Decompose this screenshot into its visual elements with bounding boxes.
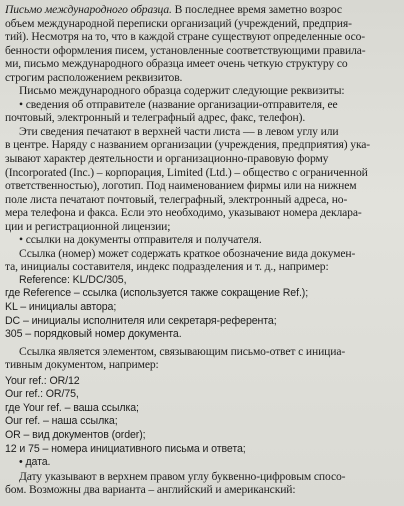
text-line: бом. Возможны два варианта – английский и американский: <box>5 483 296 497</box>
section-heading: Письмо международного образца. <box>5 3 172 16</box>
text-span: В последнее время заметно возрос <box>171 3 342 16</box>
text-line: Ссылка (номер) может содержать краткое обозначение вида докумен- <box>19 246 356 260</box>
text-line: Our ref. – наша ссылка; <box>5 415 118 428</box>
text-line: строгим расположением реквизитов. <box>5 70 183 84</box>
text-line: Reference: KL/DC/305, <box>19 273 127 286</box>
text-line: в центре. Наряду с названием организации (учреждения, предприятия) ука- <box>5 138 371 152</box>
text-line: Our ref.: OR/75, <box>5 388 79 401</box>
text-line: тий). Несмотря на то, что в каждой стране существуют определенные осо- <box>5 30 366 44</box>
text-line: поле листа печатают почтовый, телеграфный, электронный адреса, но- <box>5 192 348 206</box>
text-line: • сведения об отправителе (название организации-отправителя, ее <box>19 97 338 111</box>
text-line: зывают характер деятельности и организационно-правовую форму <box>5 152 329 166</box>
text-line: ми, письмо международного образца имеет очень четкую структуру со <box>5 57 348 71</box>
text-line: OR – вид документов (order); <box>5 428 146 441</box>
text-line: Письмо международного образца содержит следующие реквизиты: <box>19 84 345 98</box>
text-line: • ссылки на документы отправителя и получателя. <box>19 233 262 247</box>
text-line: Ссылка является элементом, связывающим письмо-ответ с инициа- <box>19 344 346 358</box>
text-line: где Reference – ссылка (используется также сокращение Ref.); <box>5 287 309 300</box>
text-line: мера телефона и факса. Если это необходимо, указывают номера деклара- <box>5 206 362 220</box>
text-line: ции и регистрационной лицензии; <box>5 219 171 233</box>
text-line <box>5 3 400 17</box>
text-line: 305 – порядковый номер документа. <box>5 328 182 341</box>
text-line: объем международной переписки организаций (учреждений, предприя- <box>5 16 352 30</box>
text-line: Дату указывают в верхнем правом углу буквенно-цифровым спосо- <box>19 469 346 483</box>
text-line: почтовый, электронный и телеграфный адрес, факс, телефон). <box>5 111 306 125</box>
text-line: Your ref.: OR/12 <box>5 374 80 387</box>
text-line: Эти сведения печатают в верхней части листа — в левом углу или <box>19 124 339 138</box>
text-line: • дата. <box>19 456 51 469</box>
text-line: где Your ref. – ваша ссылка; <box>5 401 139 414</box>
text-line: 12 и 75 – номера инициативного письма и ответа; <box>5 442 246 455</box>
text-line: та, инициалы составителя, индекс подразделения и т. д., например: <box>5 260 329 274</box>
text-line: KL – инициалы автора; <box>5 301 117 314</box>
text-line: тивным документом, например: <box>5 358 159 372</box>
text-line: ответственностью), логотип. Под наименованием фирмы или на нижнем <box>5 179 357 193</box>
text-line: DC – инициалы исполнителя или секретаря-референта; <box>5 314 277 327</box>
text-line: (Incorporated (Inc.) – корпорация, Limited (Ltd.) – общество с ограниченной <box>5 165 368 179</box>
text-line: бенности оформления писем, установленные соответствующими правила- <box>5 43 366 57</box>
